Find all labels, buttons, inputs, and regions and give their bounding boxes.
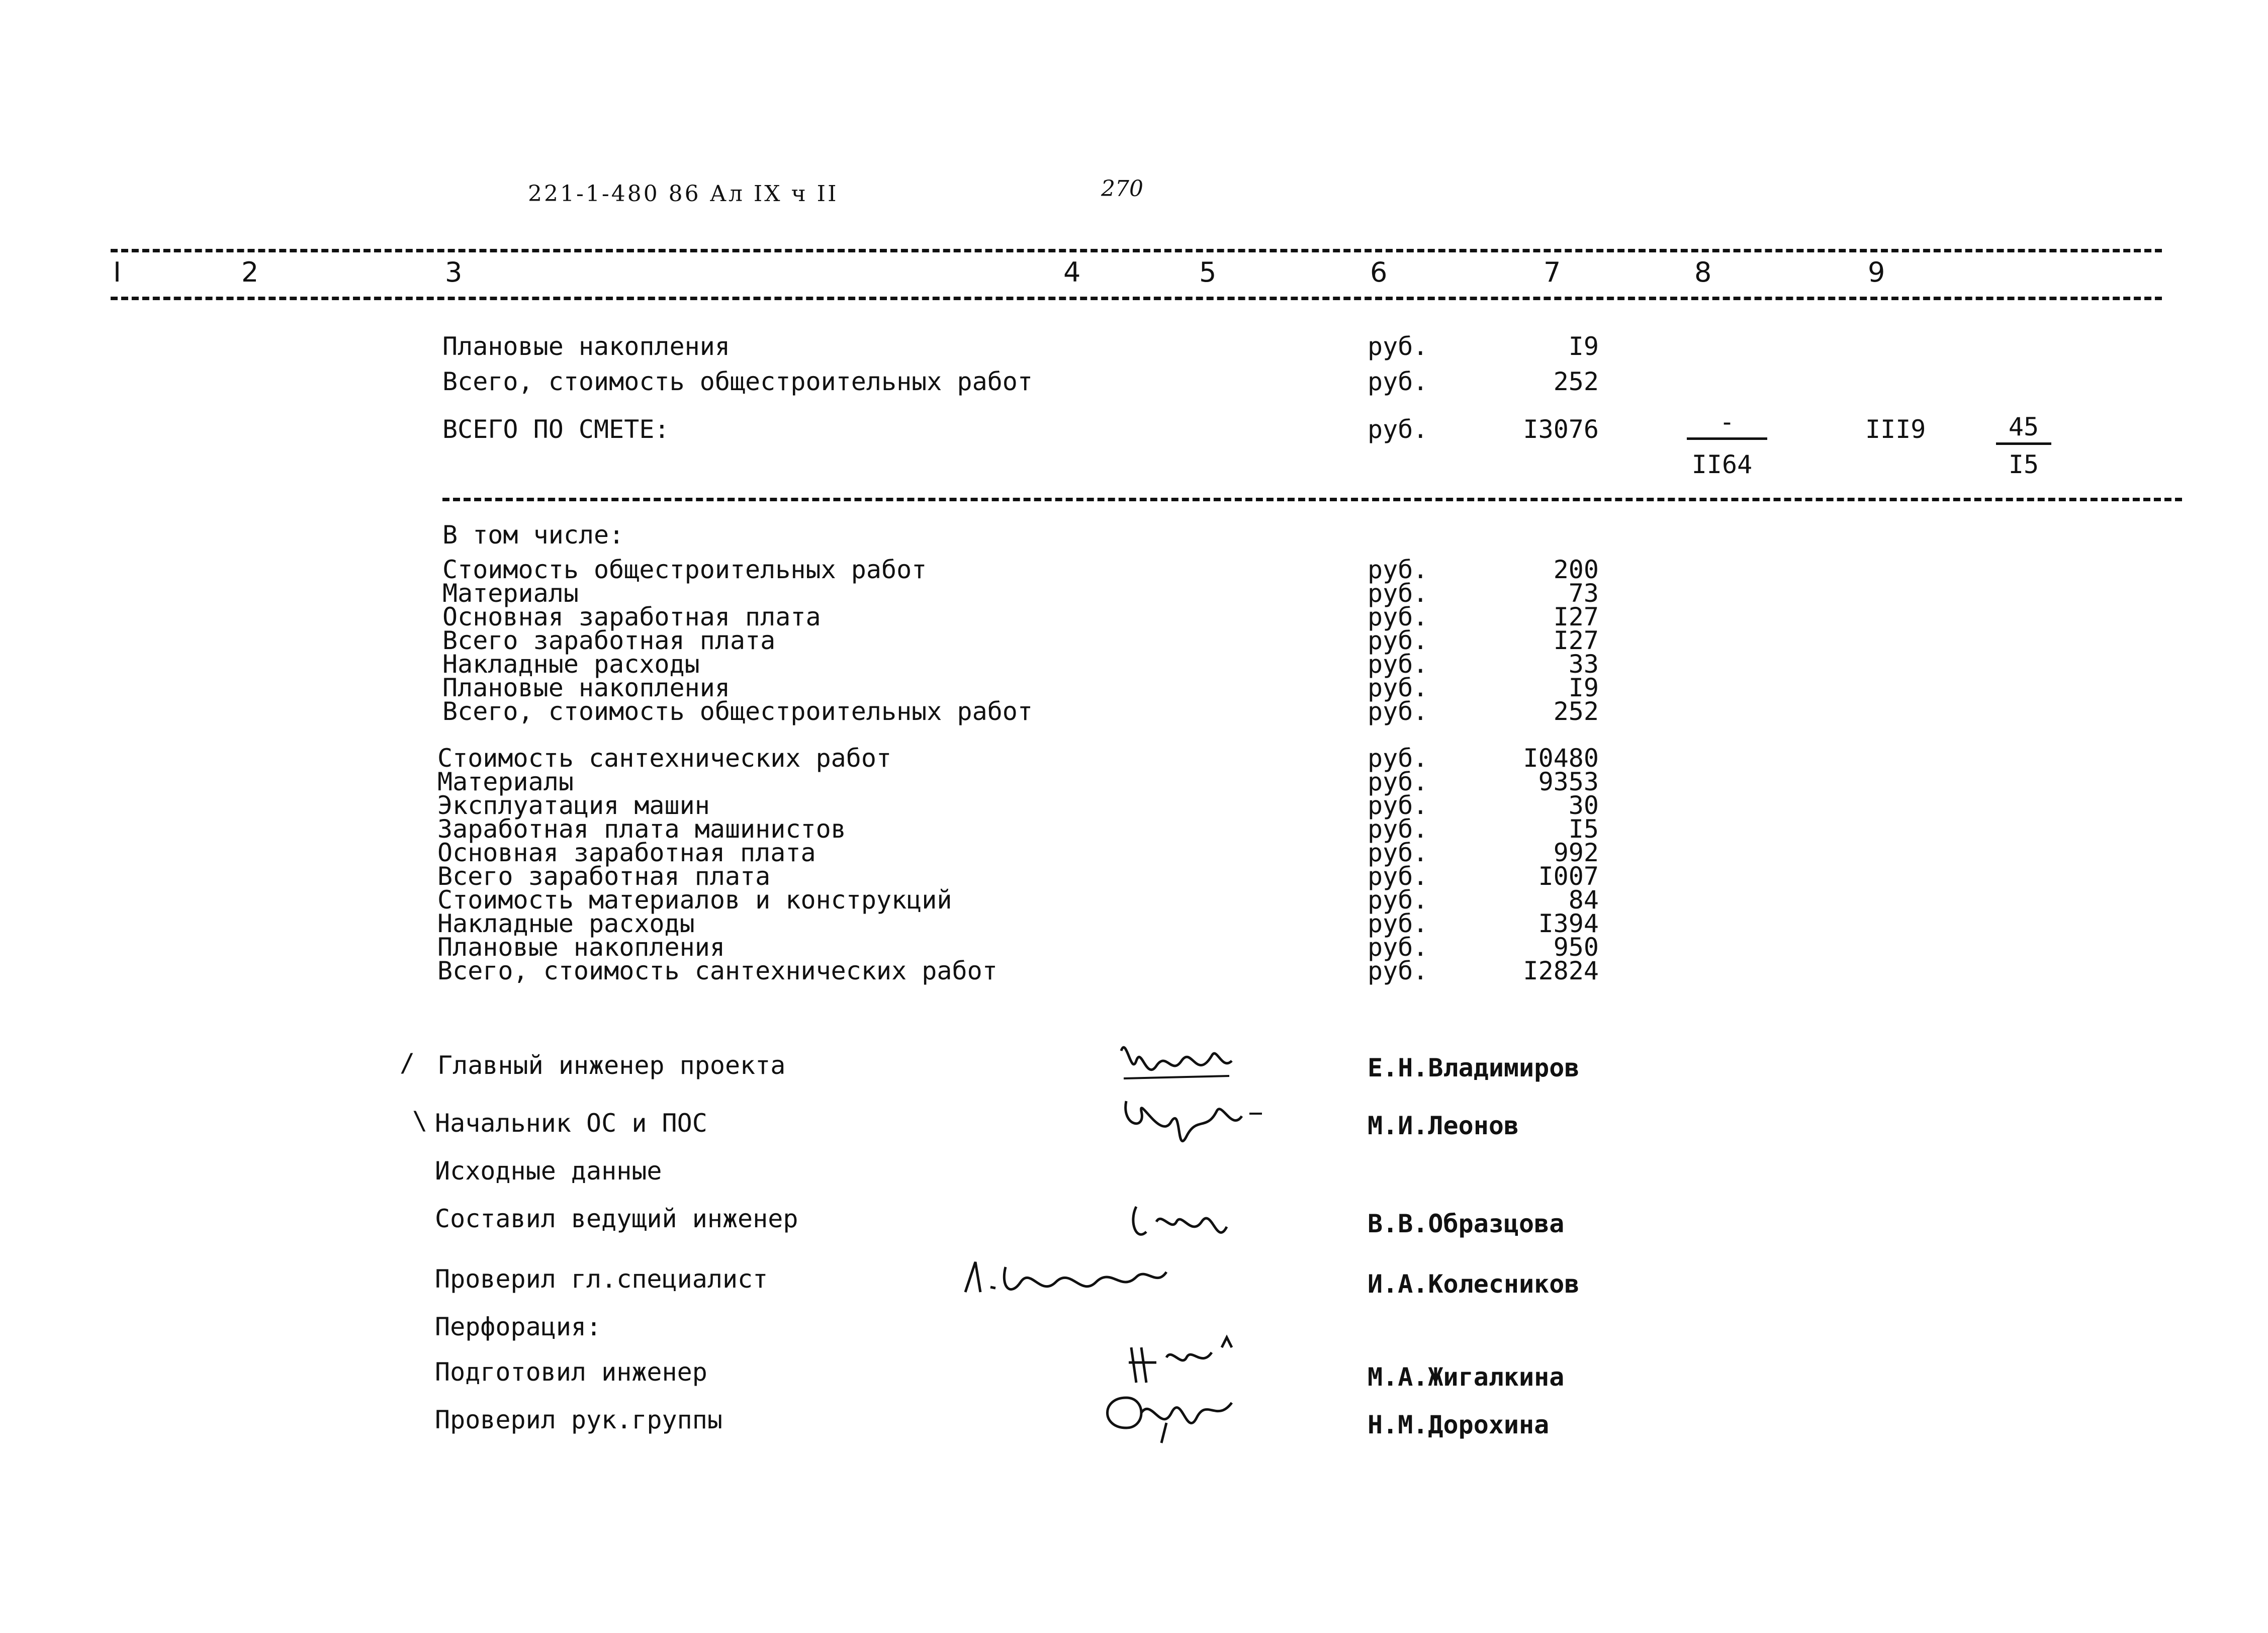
column-number-6: 6	[1370, 256, 1388, 288]
signature-name-compiled: В.В.Образцова	[1368, 1209, 1565, 1238]
column-number-2: 2	[241, 256, 259, 288]
signature-name-prepared: М.А.Жигалкина	[1368, 1363, 1565, 1392]
list-item-value: I007	[1538, 862, 1599, 891]
summary-unit-accumulations: руб.	[1368, 332, 1428, 361]
list-item: Накладные расходы	[442, 650, 700, 679]
list-item: Материалы	[442, 579, 579, 608]
group2-units	[1368, 744, 1428, 985]
list-item-unit: руб.	[1368, 650, 1428, 679]
list-item: Стоимость сантехнических работ	[437, 744, 892, 773]
group2-values	[1468, 744, 1599, 985]
group1-labels	[442, 555, 1033, 726]
list-item-unit: руб.	[1368, 814, 1428, 844]
column-number-1: I	[113, 256, 121, 288]
handwritten-signature	[1116, 1086, 1267, 1161]
summary-value-accumulations: I9	[1568, 332, 1599, 361]
list-item-value: 33	[1568, 650, 1599, 679]
group2-labels	[437, 744, 997, 985]
list-item: Основная заработная плата	[437, 838, 816, 867]
signature-title-head-os: Начальник ОС и ПОС	[435, 1109, 707, 1138]
list-item-unit: руб.	[1368, 697, 1428, 726]
total-col9: III9	[1865, 415, 1926, 444]
list-item-value: I2824	[1523, 956, 1599, 985]
list-item-value: 9353	[1538, 767, 1599, 796]
group1-units	[1368, 555, 1428, 726]
summary-label-accumulations: Плановые накопления	[442, 332, 730, 361]
signature-title-source-data: Исходные данные	[435, 1156, 662, 1186]
signature-title-group-head: Проверил рук.группы	[435, 1405, 722, 1434]
header-top-rule	[111, 249, 2162, 252]
signature-title-checked-specialist: Проверил гл.специалист	[435, 1264, 768, 1294]
list-item-unit: руб.	[1368, 838, 1428, 867]
list-item-value: I9	[1568, 673, 1599, 702]
list-item-unit: руб.	[1368, 885, 1428, 915]
total-col10-bottom: I5	[2008, 450, 2039, 479]
list-item-unit: руб.	[1368, 744, 1428, 773]
total-col8-bottom: II64	[1691, 450, 1753, 479]
page-number: 270	[1101, 176, 1143, 202]
list-item: Эксплуатация машин	[437, 791, 710, 820]
total-col10-top: 45	[1996, 412, 2051, 445]
list-item-value: 950	[1553, 933, 1599, 962]
list-item-unit: руб.	[1368, 862, 1428, 891]
document-code: 221-1-480 86 Ал IX ч II	[528, 181, 839, 207]
list-item-unit: руб.	[1368, 909, 1428, 938]
signature-title-prepared: Подготовил инженер	[435, 1357, 707, 1387]
column-number-8: 8	[1694, 256, 1712, 288]
including-label: В том числе:	[442, 520, 624, 550]
signature-title-chief-engineer: Главный инженер проекта	[437, 1051, 786, 1080]
list-item-unit: руб.	[1368, 555, 1428, 584]
margin-mark: /	[400, 1048, 415, 1077]
handwritten-signature	[1096, 1378, 1247, 1448]
list-item-value: I5	[1568, 814, 1599, 844]
signature-name-chief-engineer: Е.Н.Владимиров	[1368, 1053, 1580, 1082]
list-item-value: 84	[1568, 885, 1599, 915]
column-number-7: 7	[1544, 256, 1561, 288]
handwritten-signature	[955, 1242, 1176, 1312]
list-item: Накладные расходы	[437, 909, 695, 938]
header-bottom-rule	[111, 297, 2162, 300]
signature-name-checked-specialist: И.А.Колесников	[1368, 1269, 1580, 1299]
total-value: I3076	[1523, 415, 1599, 444]
total-label: ВСЕГО ПО СМЕТЕ:	[442, 415, 670, 444]
list-item: Материалы	[437, 767, 574, 796]
list-item-value: 992	[1553, 838, 1599, 867]
list-item-value: I27	[1553, 602, 1599, 631]
summary-value-general-works: 252	[1553, 367, 1599, 396]
list-item: Всего, стоимость общестроительных работ	[442, 697, 1033, 726]
list-item: Стоимость материалов и конструкций	[437, 885, 952, 915]
list-item: Стоимость общестроительных работ	[442, 555, 927, 584]
column-number-4: 4	[1063, 256, 1081, 288]
list-item-value: I394	[1538, 909, 1599, 938]
list-item-value: I27	[1553, 626, 1599, 655]
list-item: Плановые накопления	[442, 673, 730, 702]
list-item: Заработная плата машинистов	[437, 814, 846, 844]
list-item-unit: руб.	[1368, 602, 1428, 631]
total-col8-top: -	[1687, 407, 1767, 440]
summary-unit-general-works: руб.	[1368, 367, 1428, 396]
list-item: Всего заработная плата	[442, 626, 776, 655]
section-divider-rule	[442, 498, 2182, 501]
list-item: Всего, стоимость сантехнических работ	[437, 956, 997, 985]
total-unit: руб.	[1368, 415, 1428, 444]
list-item-unit: руб.	[1368, 767, 1428, 796]
list-item: Плановые накопления	[437, 933, 725, 962]
signature-title-perforation: Перфорация:	[435, 1312, 602, 1341]
list-item-unit: руб.	[1368, 791, 1428, 820]
summary-label-general-works: Всего, стоимость общестроительных работ	[442, 367, 1033, 396]
signature-title-compiled: Составил ведущий инженер	[435, 1204, 798, 1233]
list-item-unit: руб.	[1368, 579, 1428, 608]
group1-values	[1468, 555, 1599, 726]
list-item: Всего заработная плата	[437, 862, 771, 891]
list-item-unit: руб.	[1368, 956, 1428, 985]
list-item-value: I0480	[1523, 744, 1599, 773]
list-item-value: 30	[1568, 791, 1599, 820]
signature-name-head-os: М.И.Леонов	[1368, 1111, 1519, 1140]
list-item-value: 200	[1553, 555, 1599, 584]
list-item: Основная заработная плата	[442, 602, 821, 631]
list-item-unit: руб.	[1368, 933, 1428, 962]
column-number-9: 9	[1868, 256, 1885, 288]
list-item-value: 73	[1568, 579, 1599, 608]
signature-name-group-head: Н.М.Дорохина	[1368, 1410, 1550, 1439]
list-item-value: 252	[1553, 697, 1599, 726]
list-item-unit: руб.	[1368, 673, 1428, 702]
margin-mark: \	[412, 1106, 428, 1135]
list-item-unit: руб.	[1368, 626, 1428, 655]
column-number-3: 3	[445, 256, 463, 288]
column-number-5: 5	[1199, 256, 1217, 288]
